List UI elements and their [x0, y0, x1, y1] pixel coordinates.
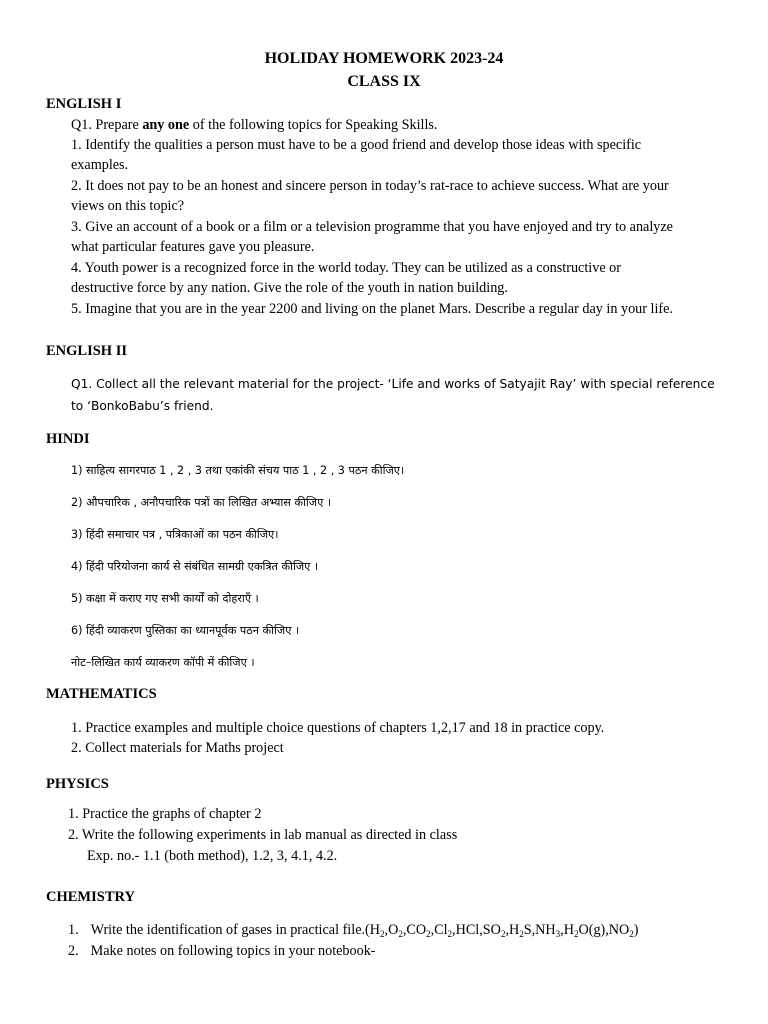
hindi-item: 6) हिंदी व्याकरण पुस्तिका का ध्यानपूर्वक पठन कीजिए ।: [71, 624, 300, 637]
gas-formula-subscript: 2: [398, 929, 403, 939]
gas-formula-part: ,HCl,SO: [452, 922, 501, 938]
english1-line: 1. Identify the qualities a person must have to be a good friend and develop those ideas with specific: [71, 137, 642, 153]
english1-line: 2. It does not pay to be an honest and sincere person in today’s rat-race to achieve success. What are your: [71, 178, 669, 194]
gas-formula-part: ,H: [560, 922, 574, 938]
english1-line: destructive force by any nation. Give the role of the youth in nation building.: [71, 280, 508, 296]
hindi-item: 5) कक्षा में कराए गए सभी कार्यों को दोहराएँ ।: [71, 592, 259, 605]
chemistry-item-1: [68, 921, 639, 939]
gas-formula-part: (H: [365, 922, 381, 938]
english1-line: 5. Imagine that you are in the year 2200 and living on the planet Mars. Describe a regular day in your life.: [71, 301, 673, 317]
document-title: HOLIDAY HOMEWORK 2023-24: [264, 50, 504, 67]
english2-line: to ‘BonkoBabu’s friend.: [71, 399, 214, 413]
document-subtitle: CLASS IX: [347, 73, 421, 90]
mathematics-heading: MATHEMATICS: [46, 686, 157, 702]
hindi-heading: HINDI: [46, 431, 90, 447]
chemistry-heading: CHEMISTRY: [46, 889, 135, 905]
chemistry-item-2-text: Make notes on following topics in your notebook-: [90, 943, 376, 959]
english2-heading: ENGLISH II: [46, 343, 127, 359]
gas-formula-part: O(g),NO: [578, 922, 630, 938]
gas-formula-list: [365, 922, 638, 938]
gas-formula-part: S,NH: [523, 922, 556, 938]
english1-question: [71, 116, 437, 134]
physics-item: 1. Practice the graphs of chapter 2: [68, 806, 262, 822]
physics-heading: PHYSICS: [46, 776, 109, 792]
gas-formula-subscript: 3: [555, 929, 561, 939]
chemistry-item-1-number: 1.: [68, 922, 79, 938]
english1-line: 3. Give an account of a book or a film or a television programme that you have enjoyed and try to analyze: [71, 219, 673, 235]
hindi-item: 3) हिंदी समाचार पत्र , पत्रिकाओं का पठन कीजिए।: [71, 528, 279, 541]
physics-item: 2. Write the following experiments in lab manual as directed in class: [68, 827, 458, 843]
english2-line: Q1. Collect all the relevant material for the project- ‘Life and works of Satyajit Ray’ with special reference: [71, 377, 715, 391]
hindi-note: नोट–लिखित कार्य व्याकरण कॉपी में कीजिए ।: [71, 656, 255, 669]
gas-formula-subscript: 2: [629, 929, 634, 939]
english1-q1-bold: any one: [142, 117, 190, 133]
gas-formula-subscript: 2: [447, 929, 453, 939]
mathematics-item: 2. Collect materials for Maths project: [71, 740, 284, 756]
gas-formula-subscript: 2: [426, 929, 431, 939]
gas-formula-part: ,Cl: [430, 922, 448, 938]
chemistry-item-2: [68, 942, 376, 960]
gas-formula-subscript: 2: [500, 929, 506, 939]
english1-line: views on this topic?: [71, 198, 185, 214]
chemistry-item-1-text: Write the identification of gases in practical file.: [90, 922, 366, 938]
gas-formula-subscript: 2: [519, 929, 524, 939]
chemistry-item-2-number: 2.: [68, 943, 79, 959]
english1-q1-suffix: of the following topics for Speaking Skills.: [189, 117, 438, 133]
english1-line: what particular features gave you pleasure.: [71, 239, 315, 255]
gas-formula-part: ,H: [505, 922, 520, 938]
hindi-item: 4) हिंदी परियोजना कार्य से संबंधित सामग्री एकत्रित कीजिए ।: [71, 560, 319, 573]
hindi-item: 1) साहित्य सागरपाठ 1 , 2 , 3 तथा एकांकी संचय पाठ 1 , 2 , 3 पठन कीजिए।: [71, 464, 405, 477]
english1-q1-prefix: Q1. Prepare: [71, 117, 143, 133]
english1-line: examples.: [71, 157, 129, 173]
gas-formula-part: ,O: [384, 922, 399, 938]
mathematics-item: 1. Practice examples and multiple choice questions of chapters 1,2,17 and 18 in practice copy.: [71, 720, 605, 736]
gas-formula-subscript: 2: [380, 929, 385, 939]
hindi-item: 2) औपचारिक , अनौपचारिक पत्रों का लिखित अभ्यास कीजिए ।: [71, 496, 332, 509]
english1-heading: ENGLISH I: [46, 96, 122, 112]
gas-formula-part: ): [633, 922, 639, 938]
english1-line: 4. Youth power is a recognized force in the world today. They can be utilized as a constructive or: [71, 260, 621, 276]
gas-formula-part: ,CO: [402, 922, 427, 938]
physics-item: Exp. no.- 1.1 (both method), 1.2, 3, 4.1, 4.2.: [87, 848, 338, 864]
gas-formula-subscript: 2: [573, 929, 579, 939]
